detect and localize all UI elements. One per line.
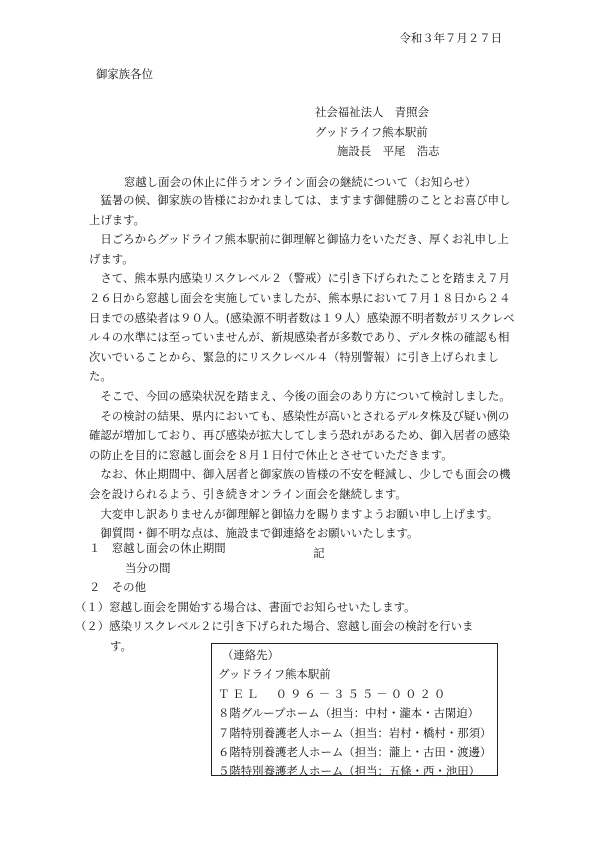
sender-facility: グッドライフ熊本駅前 [315,124,428,139]
contact-heading: （連絡先） [222,648,279,662]
document-title: 窓越し面会の休止に伴うオンライン面会の継続について（お知らせ） [123,175,477,189]
section-2-item-2: （２）感染リスクレベル２に引き下げられた場合、窓越し面会の検討を行いま [75,619,474,634]
contact-line: ６階特別養護老人ホーム（担当：瀧上・古田・渡邊） [218,745,492,760]
paragraph-review: そこで、今回の感染状況を踏まえ、今後の面会のあり方について検討しました。 [100,388,511,403]
section-2-heading: ２ その他 [89,580,146,595]
section-1-heading: １ 窓越し面会の休止期間 [89,541,226,555]
paragraph-inquiry: 御質問・御不明な点は、施設まで御連絡をお願いいたします。 [100,526,419,541]
section-2-item-2-continued: す。 [110,638,132,653]
document-body [89,191,519,563]
paragraph-online-meeting: なお、休止期間中、御入居者と御家族の皆様の不安を軽減し、少しでも面会の機会を設けられるよう、引き続きオンライン面会を継続します。 [89,467,511,501]
section-2-item-1: （１）窓越し面会を開始する場合は、書面でお知らせいたします。 [75,599,416,614]
ki-marker: 記 [313,545,325,560]
sender-organization: 社会福祉法人 青照会 [315,105,429,119]
contact-phone: ＴＥＬ ０９６－３５５－００２０ [218,686,449,701]
addressee: 御家族各位 [96,67,153,81]
contact-line: ８階グループホーム（担当：中村・瀧本・古閑迫） [218,706,480,721]
paragraph-apology: 大変申し訳ありませんが御理解と御協力を賜りますようお願い申し上げます。 [100,506,499,521]
paragraph-greeting: 猛暑の候、御家族の皆様におかれましては、ますます御健勝のこととお喜び申し上げます。 [89,193,511,227]
paragraph-decision: その検討の結果、県内においても、感染性が高いとされるデルタ株及び疑い例の確認が増加しており、再び感染が拡大してしまう恐れがあるため、御入居者の感染の防止を目的に窓越し面会を８月１日付で休止とさせていただきます。 [89,408,510,462]
contact-facility: グッドライフ熊本駅前 [218,667,331,682]
contact-box [211,643,498,779]
notice-sections [75,539,519,657]
sender-director: 施設長 平尾 浩志 [337,144,440,158]
contact-line: ７階特別養護老人ホーム（担当：岩村・橋村・那須） [218,725,492,740]
sender-block [315,103,440,162]
paragraph-thanks: 日ごろからグッドライフ熊本駅前に御理解と御協力をいただき、厚くお礼申し上げます。 [89,232,509,266]
section-1-body: 当分の間 [125,560,171,575]
document-date: 令和３年７月２７日 [399,31,502,45]
paragraph-situation: さて、熊本県内感染リスクレベル２（警戒）に引き下げられたことを踏まえ７月２６日から窓越し面会を実施していましたが、熊本県において７月１８日から２４日までの感染者は９０人。(感染源不明者数は１９人）感染源不明者数がリスクレベル４の水準には至っていませんが、新規感染者が多数であり、デルタ株の確認も相次いでいることから、緊急的にリスクレベル４（特別警報）に引き上げられました。 [89,271,515,384]
contact-line: ５階特別養護老人ホーム（担当：五條・西・池田） [218,764,480,779]
